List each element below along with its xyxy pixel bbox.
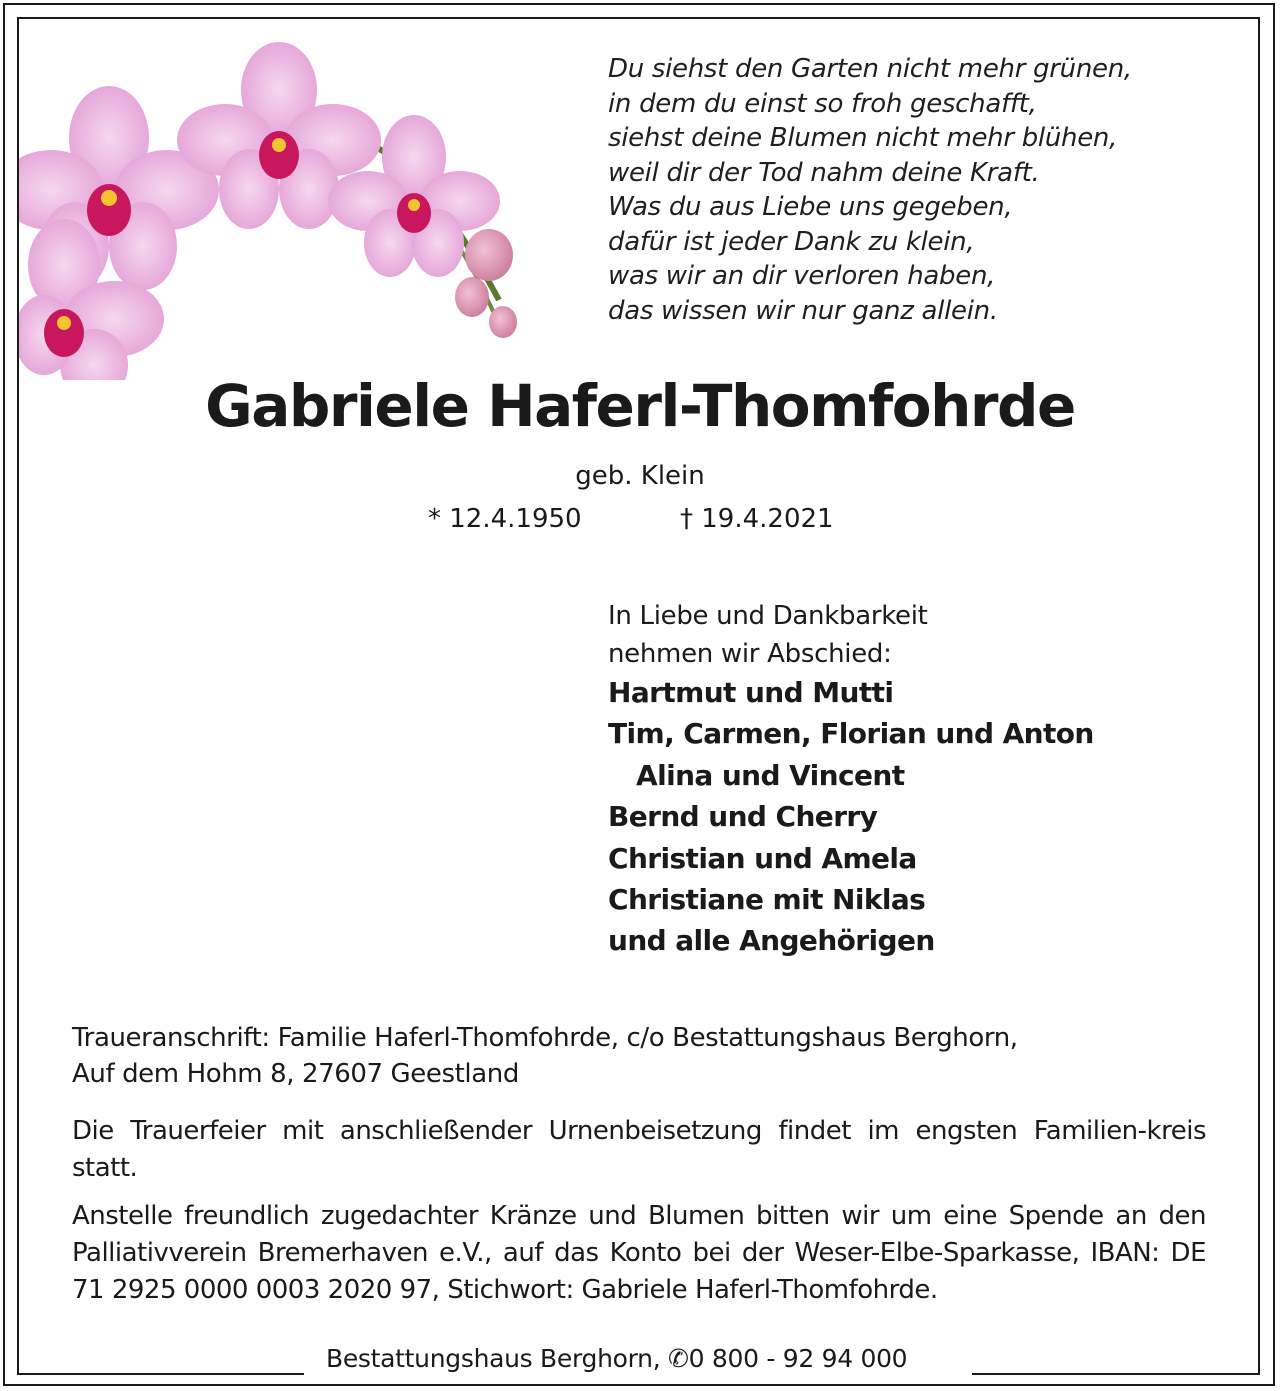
mourners-list [608,672,1094,962]
poem-line: dafür ist jeder Dank zu klein, [608,226,975,257]
footer-rule-right [972,1373,1260,1375]
farewell-line: In Liebe und Dankbarkeit [608,601,928,631]
poem-line: Du siehst den Garten nicht mehr grünen, [608,54,1132,84]
mourner-entry: Hartmut und Mutti [608,676,894,709]
mourning-address [72,1020,1212,1092]
poem-line: Was du aus Liebe uns gegeben, [608,192,1013,222]
inner-border-top [17,17,1260,19]
mourner-entry: Bernd und Cherry [608,800,878,834]
farewell-line: nehmen wir Abschied: [608,639,892,669]
mourner-entry: Alina und Vincent [636,758,905,792]
mourner-entry: Christiane mit Niklas [608,883,926,917]
poem-line: in dem du einst so froh geschafft, [608,88,1037,119]
orchid-illustration [19,40,529,380]
footer-contact [326,1344,907,1373]
mourner-entry: Tim, Carmen, Florian und Anton [608,717,1094,751]
poem-line: siehst deine Blumen nicht mehr blühen, [608,123,1118,153]
deceased-name: Gabriele Haferl-Thomfohrde [205,372,1075,440]
poem-line: was wir an dir verloren haben, [608,261,996,291]
ceremony-notice: Die Trauerfeier mit anschließender Urnenbeisetzung findet im engsten Familien-kreis statt. [72,1116,1206,1183]
donation-notice: Anstelle freundlich zugedachter Kränze und Blumen bitten wir um eine Spende an den Palliativverein Bremerhaven e.V., auf das Konto bei der Weser-Elbe-Sparkasse, IBAN: DE 71 2925 0000 0003 2020 97, Stichwort: Gabriele Haferl-Thomfohrde. [72,1201,1206,1305]
poem-line: das wissen wir nur ganz allein. [608,295,998,326]
born-name: geb. Klein [575,461,705,491]
footer-rule-left [17,1373,304,1375]
phone-icon: ✆ [668,1344,689,1373]
birth-date: * 12.4.1950 [428,504,582,534]
address-line: Traueranschrift: Familie Haferl-Thomfohrde, c/o Bestattungshaus Berghorn, [72,1023,1018,1053]
address-line: Auf dem Hohm 8, 27607 Geestland [72,1059,519,1089]
death-date: † 19.4.2021 [680,504,834,534]
mourner-entry: Christian und Amela [608,841,917,875]
farewell-text [608,597,928,673]
poem [608,52,1248,328]
inner-border-right [1258,17,1260,1375]
funeral-home-name: Bestattungshaus Berghorn, [326,1344,661,1373]
poem-line: weil dir der Tod nahm deine Kraft. [608,157,1040,188]
phone-number: 0 800 - 92 94 000 [688,1344,908,1373]
mourner-entry: und alle Angehörigen [608,924,935,958]
